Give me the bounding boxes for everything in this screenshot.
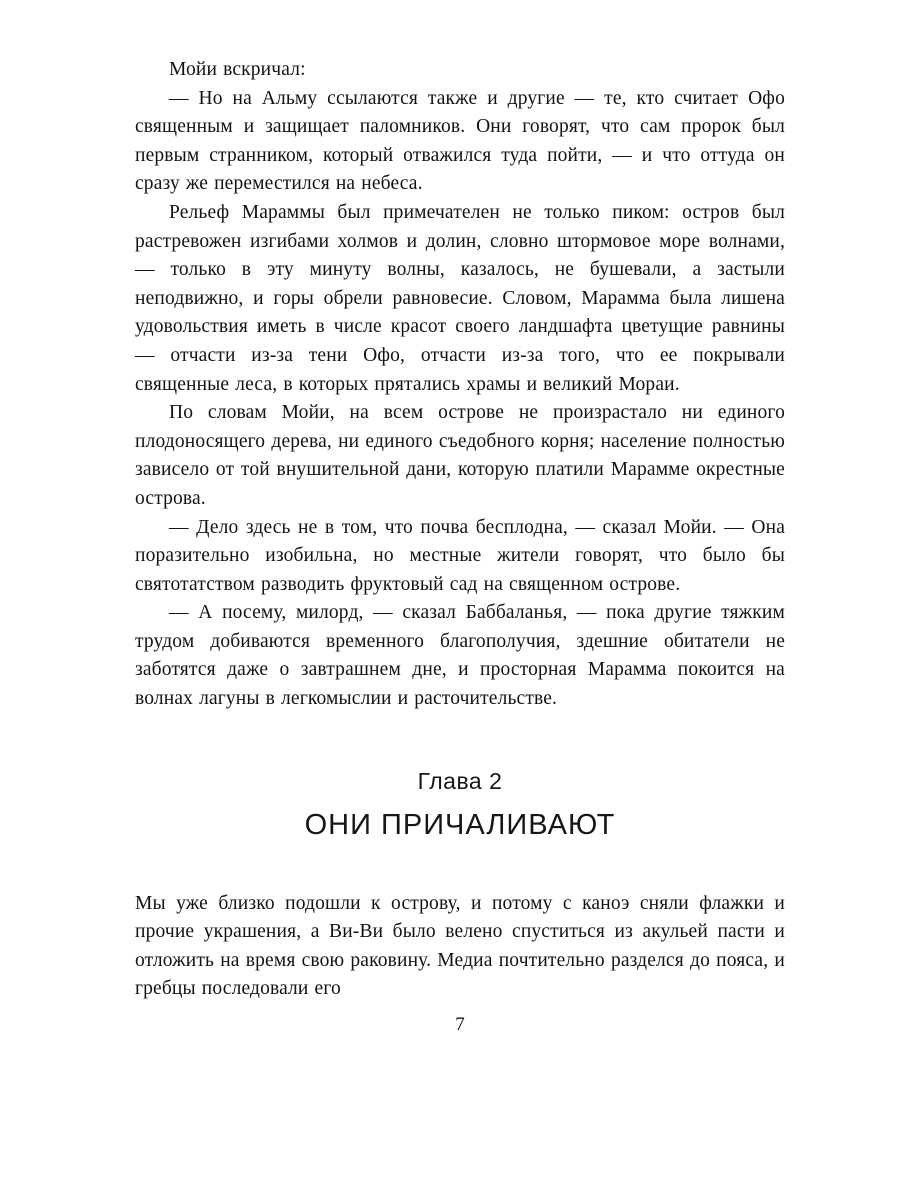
chapter-heading: [135, 768, 785, 842]
paragraph: — А посему, милорд, — сказал Баббаланья, — пока другие тяжким трудом добиваются временного благополучия, здешние обитатели не заботятся даже о завтрашнем дне, и просторная Марамма покоится на волнах лагуны в легкомыслии и расточительстве.: [135, 602, 785, 710]
paragraph: По словам Мойи, на всем острове не произрастало ни единого плодоносящего дерева, ни единого съедобного корня; население полностью зависело от той внушительной дани, которую платили Марамме окрестные острова.: [135, 402, 785, 509]
page-number: 7: [455, 1014, 465, 1036]
paragraph: Мойи вскричал:: [169, 59, 306, 80]
paragraph: Рельеф Мараммы был примечателен не только пиком: остров был растревожен изгибами холмов и долин, словно штормовое море волнами, — только в эту минуту волны, казалось, не бушевали, а застыли неподвижно, и горы обрели равновесие. Словом, Марамма была лишена удовольствия иметь в числе красот своего ландшафта цветущие равнины — отчасти из-за тени Офо, отчасти из-за того, что ее покрывали священные леса, в которых прятались храмы и великий Мораи.: [135, 201, 785, 395]
chapter-title: ОНИ ПРИЧАЛИВАЮТ: [304, 808, 616, 841]
chapter-label: Глава 2: [417, 767, 503, 794]
paragraph: — Но на Альму ссылаются также и другие — те, кто считает Офо священным и защищает паломников. Они говорят, что сам пророк был первым странником, который отважился туда пойти, — и что оттуда он сразу же переместился на небеса.: [135, 87, 785, 195]
paragraph: — Дело здесь не в том, что почва бесплодна, — сказал Мойи. — Она поразительно изобильна, но местные жители говорят, что было бы святотатством разводить фруктовый сад на священном острове.: [135, 516, 785, 595]
paragraph: Мы уже близко подошли к острову, и потому с каноэ сняли флажки и прочие украшения, а Ви-Ви было велено спуститься из акульей пасти и отложить на время свою раковину. Медиа почтительно разделся до пояса, и гребцы последовали его: [135, 892, 785, 1000]
